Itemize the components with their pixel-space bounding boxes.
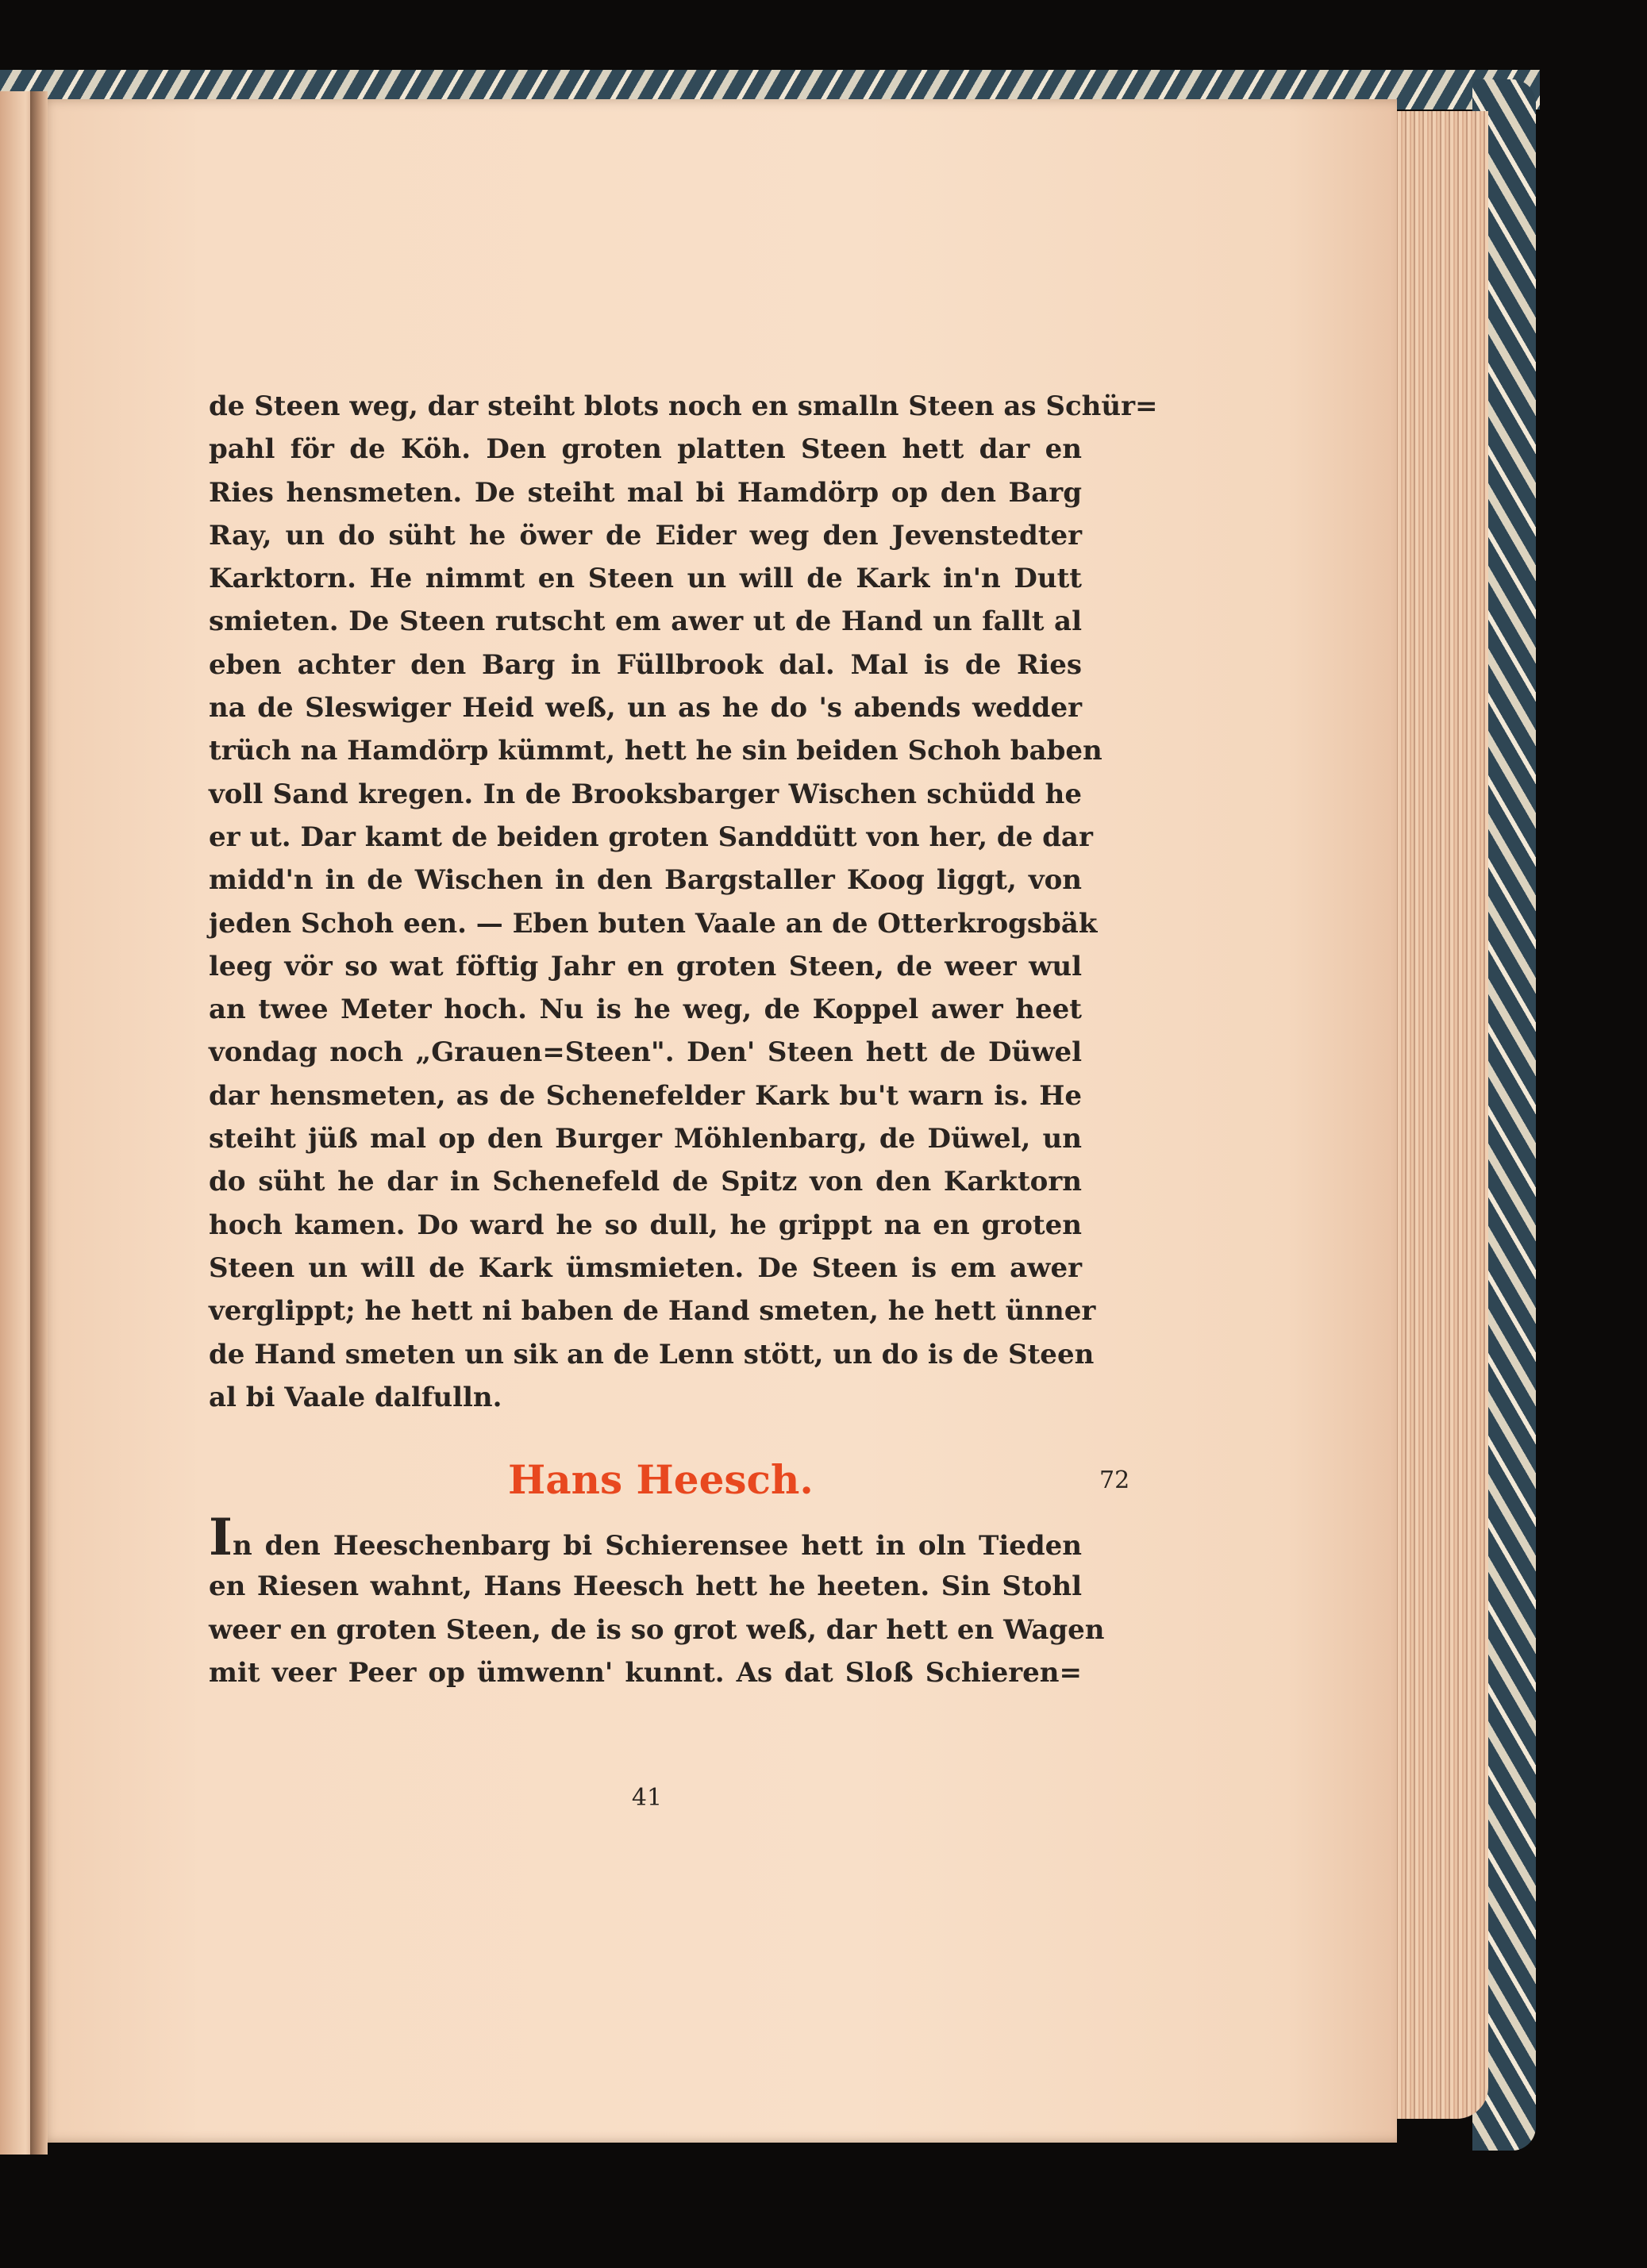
text-line-rest: n den Heeschenbarg bi Schierensee hett in oln Tieden [232,1530,1082,1562]
drop-cap: I [209,1508,233,1567]
text-line: Ries hensmeten. De steiht mal bi Hamdörp op den Barg [209,476,1082,509]
text-line: en Riesen wahnt, Hans Heesch hett he heeten. Sin Stohl [209,1570,1082,1603]
text-line: an twee Meter hoch. Nu is he weg, de Koppel awer heet [209,994,1082,1026]
section-heading: Hans Heesch. [508,1456,814,1503]
text-line: smieten. De Steen rutscht em awer ut de Hand un fallt al [209,605,1082,638]
text-line: Steen un will de Kark ümsmieten. De Steen is em awer [209,1251,1082,1284]
text-line: steiht jüß mal op den Burger Möhlenbarg, de Düwel, un [209,1123,1082,1155]
text-line: do süht he dar in Schenefeld de Spitz von den Karktorn [209,1166,1082,1198]
text-line: mit veer Peer op ümwenn' kunnt. As dat Sloß Schieren= [209,1656,1082,1689]
text-line: vondag noch „Grauen=Steen". Den' Steen hett de Düwel [209,1036,1082,1069]
text-line: de Steen weg, dar steiht blots noch en smalln Steen as Schür= [209,390,1158,422]
text-line: leeg vör so wat föftig Jahr en groten Steen, de weer wul [209,950,1082,982]
text-line: Karktorn. He nimmt en Steen un will de Kark in'n Dutt [209,563,1082,595]
text-line: er ut. Dar kamt de beiden groten Sanddütt von her, de dar [209,821,1093,853]
text-line: dar hensmeten, as de Schenefelder Kark bu't warn is. He [209,1079,1082,1112]
body-paragraph-1 [209,385,1158,1419]
text-line: eben achter den Barg in Füllbrook dal. Mal is de Ries [209,648,1082,681]
text-line: verglippt; he hett ni baben de Hand smeten, he hett ünner [209,1295,1096,1328]
text-line: hoch kamen. Do ward he so dull, he grippt na en groten [209,1209,1082,1241]
page-number: 41 [631,1784,663,1812]
text-line: trüch na Hamdörp kümmt, hett he sin beiden Schoh baben [209,735,1102,767]
text-line: al bi Vaale dalfulln. [209,1381,502,1413]
text-line: na de Sleswiger Heid weß, un as he do 's abends wedder [209,692,1082,725]
text-line: midd'n in de Wischen in den Bargstaller Koog liggt, von [209,864,1082,897]
text-line: voll Sand kregen. In de Brooksbarger Wischen schüdd he [209,778,1082,810]
text-line: pahl för de Köh. Den groten platten Steen hett dar en [209,433,1082,466]
text-line: Ray, un do süht he öwer de Eider weg den Jevenstedter [209,519,1082,552]
text-line-first [209,1508,1082,1567]
book-gutter [30,91,48,2155]
text-line: weer en groten Steen, de is so grot weß, dar hett en Wagen [209,1613,1105,1646]
text-line: de Hand smeten un sik an de Lenn stött, un do is de Steen [209,1338,1095,1370]
text-line: jeden Schoh een. — Eben buten Vaale an de Otterkrogsbäk [209,907,1098,940]
page-edges-stack [1385,111,1488,2119]
margin-number: 72 [1099,1467,1130,1494]
body-paragraph-2 [209,1508,1105,1694]
